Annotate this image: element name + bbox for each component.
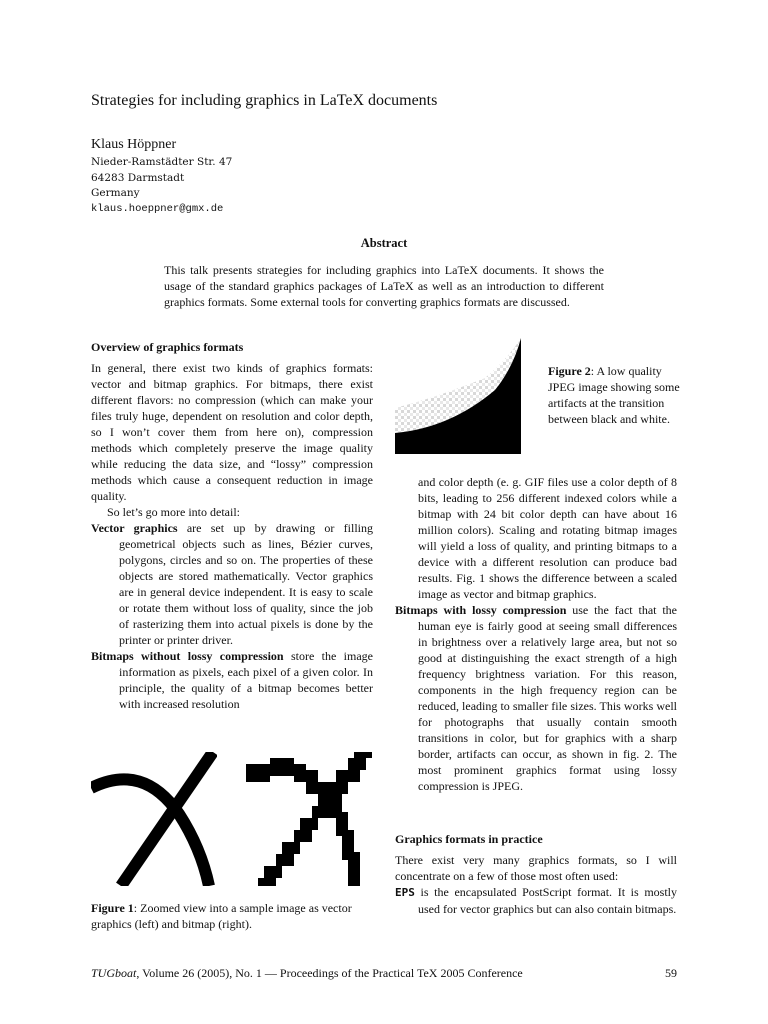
paragraph: There exist very many graphics formats, so I will concentrate on a few of those most often used:	[395, 853, 677, 883]
author-address	[91, 155, 232, 217]
definition-bitmaps-without-lossy	[91, 648, 373, 712]
term: Vector graphics	[91, 521, 178, 535]
term: EPS	[395, 886, 415, 899]
footer	[91, 966, 523, 981]
footer-text: , Volume 26 (2005), No. 1 — Proceedings of the Practical TeX 2005 Conference	[136, 966, 523, 980]
caption-text: : A low quality JPEG image showing some artifacts at the transition between black and white.	[548, 364, 680, 426]
definition-vector-graphics	[91, 520, 373, 648]
definition: are set up by drawing or filling geometrical objects such as lines, Bézier curves, polygons, circles and so on. The properties of these objects are stored mathematically. Vector graphics are in general device independent. It is easy to scale or rotate them without loss of quality, since the job of rasterizing them into actual pixels is done by the printer or printer driver.	[119, 521, 373, 647]
section-heading-formats: Graphics formats in practice	[395, 832, 543, 846]
section-heading-overview: Overview of graphics formats	[91, 340, 244, 354]
author-email: klaus.hoeppner@gmx.de	[91, 202, 224, 215]
author-name: Klaus Höppner	[91, 137, 177, 152]
definition: use the fact that the human eye is fairly good at seeing small differences in brightness over a relatively large area, but not so good at distinguishing the exact strength of a high frequency brightness variation. For this reason, components in the high frequency region can be reduced, leading to smaller file sizes. This works well for photographs that usually contain smooth transitions in color, but for graphics with a sharp border, artifacts can occur, as shown in fig. 2. The most prominent graphics format using lossy compression is JPEG.	[418, 603, 677, 793]
paragraph: In general, there exist two kinds of graphics formats: vector and bitmap graphics. For bitmaps, there exist different flavors: no compression (which can make your files truly huge, dependent on resolution and color depth, so I won’t cover them from here on), compression methods which completely preserve the image quality while reducing the data size, and “lossy” compression methods which cause a consequent reduction in image quality.	[91, 361, 373, 503]
page-number: 59	[665, 966, 677, 980]
address-line: Germany	[91, 187, 140, 199]
abstract-text: This talk presents strategies for including graphics into LaTeX documents. It shows the usage of the standard graphics packages of LaTeX as well as an introduction to different graphics formats. Some external tools for converting graphics formats are discussed.	[164, 263, 604, 309]
caption-text: : Zoomed view into a sample image as vector graphics (left) and bitmap (right).	[91, 901, 352, 931]
term: Bitmaps with lossy compression	[395, 603, 567, 617]
figure-label: Figure 2	[548, 364, 591, 378]
paragraph: So let’s go more into detail:	[107, 505, 240, 519]
right-column	[395, 474, 677, 794]
definition-eps	[395, 884, 677, 917]
figure-1-caption	[91, 900, 373, 932]
abstract-heading: Abstract	[360, 236, 408, 250]
page-title: Strategies for including graphics in LaTeX documents	[91, 92, 438, 109]
figure-2-caption	[548, 363, 688, 427]
paragraph: and color depth (e. g. GIF files use a color depth of 8 bits, leading to 256 different indexed colors while a bitmap with 24 bit color depth can have about 16 million colors). Scaling and rotating bitmap images will yield a loss of quality, and printing bitmaps to a device with a different resolution can produce bad results. Fig. 1 shows the difference between a scaled image as vector and bitmap graphics.	[418, 475, 677, 601]
figure-2-jpeg-image	[395, 338, 521, 454]
figure-1-vector-image	[91, 752, 217, 886]
address-line: 64283 Darmstadt	[91, 171, 185, 184]
figure-1-bitmap-image	[246, 752, 372, 886]
term: Bitmaps without lossy compression	[91, 649, 284, 663]
journal-name: TUGboat	[91, 966, 137, 980]
left-column	[91, 360, 373, 712]
address-line: Nieder-Ramstädter Str. 47	[91, 156, 233, 168]
definition: store the image information as pixels, each pixel of a given color. In principle, the quality of a bitmap becomes better with increased resolution	[119, 649, 373, 711]
definition: is the encapsulated PostScript format. It is mostly used for vector graphics but can also contain bitmaps.	[414, 885, 677, 916]
right-column-formats	[395, 852, 677, 917]
figure-label: Figure 1	[91, 901, 134, 915]
definition-bitmaps-with-lossy	[395, 602, 677, 794]
